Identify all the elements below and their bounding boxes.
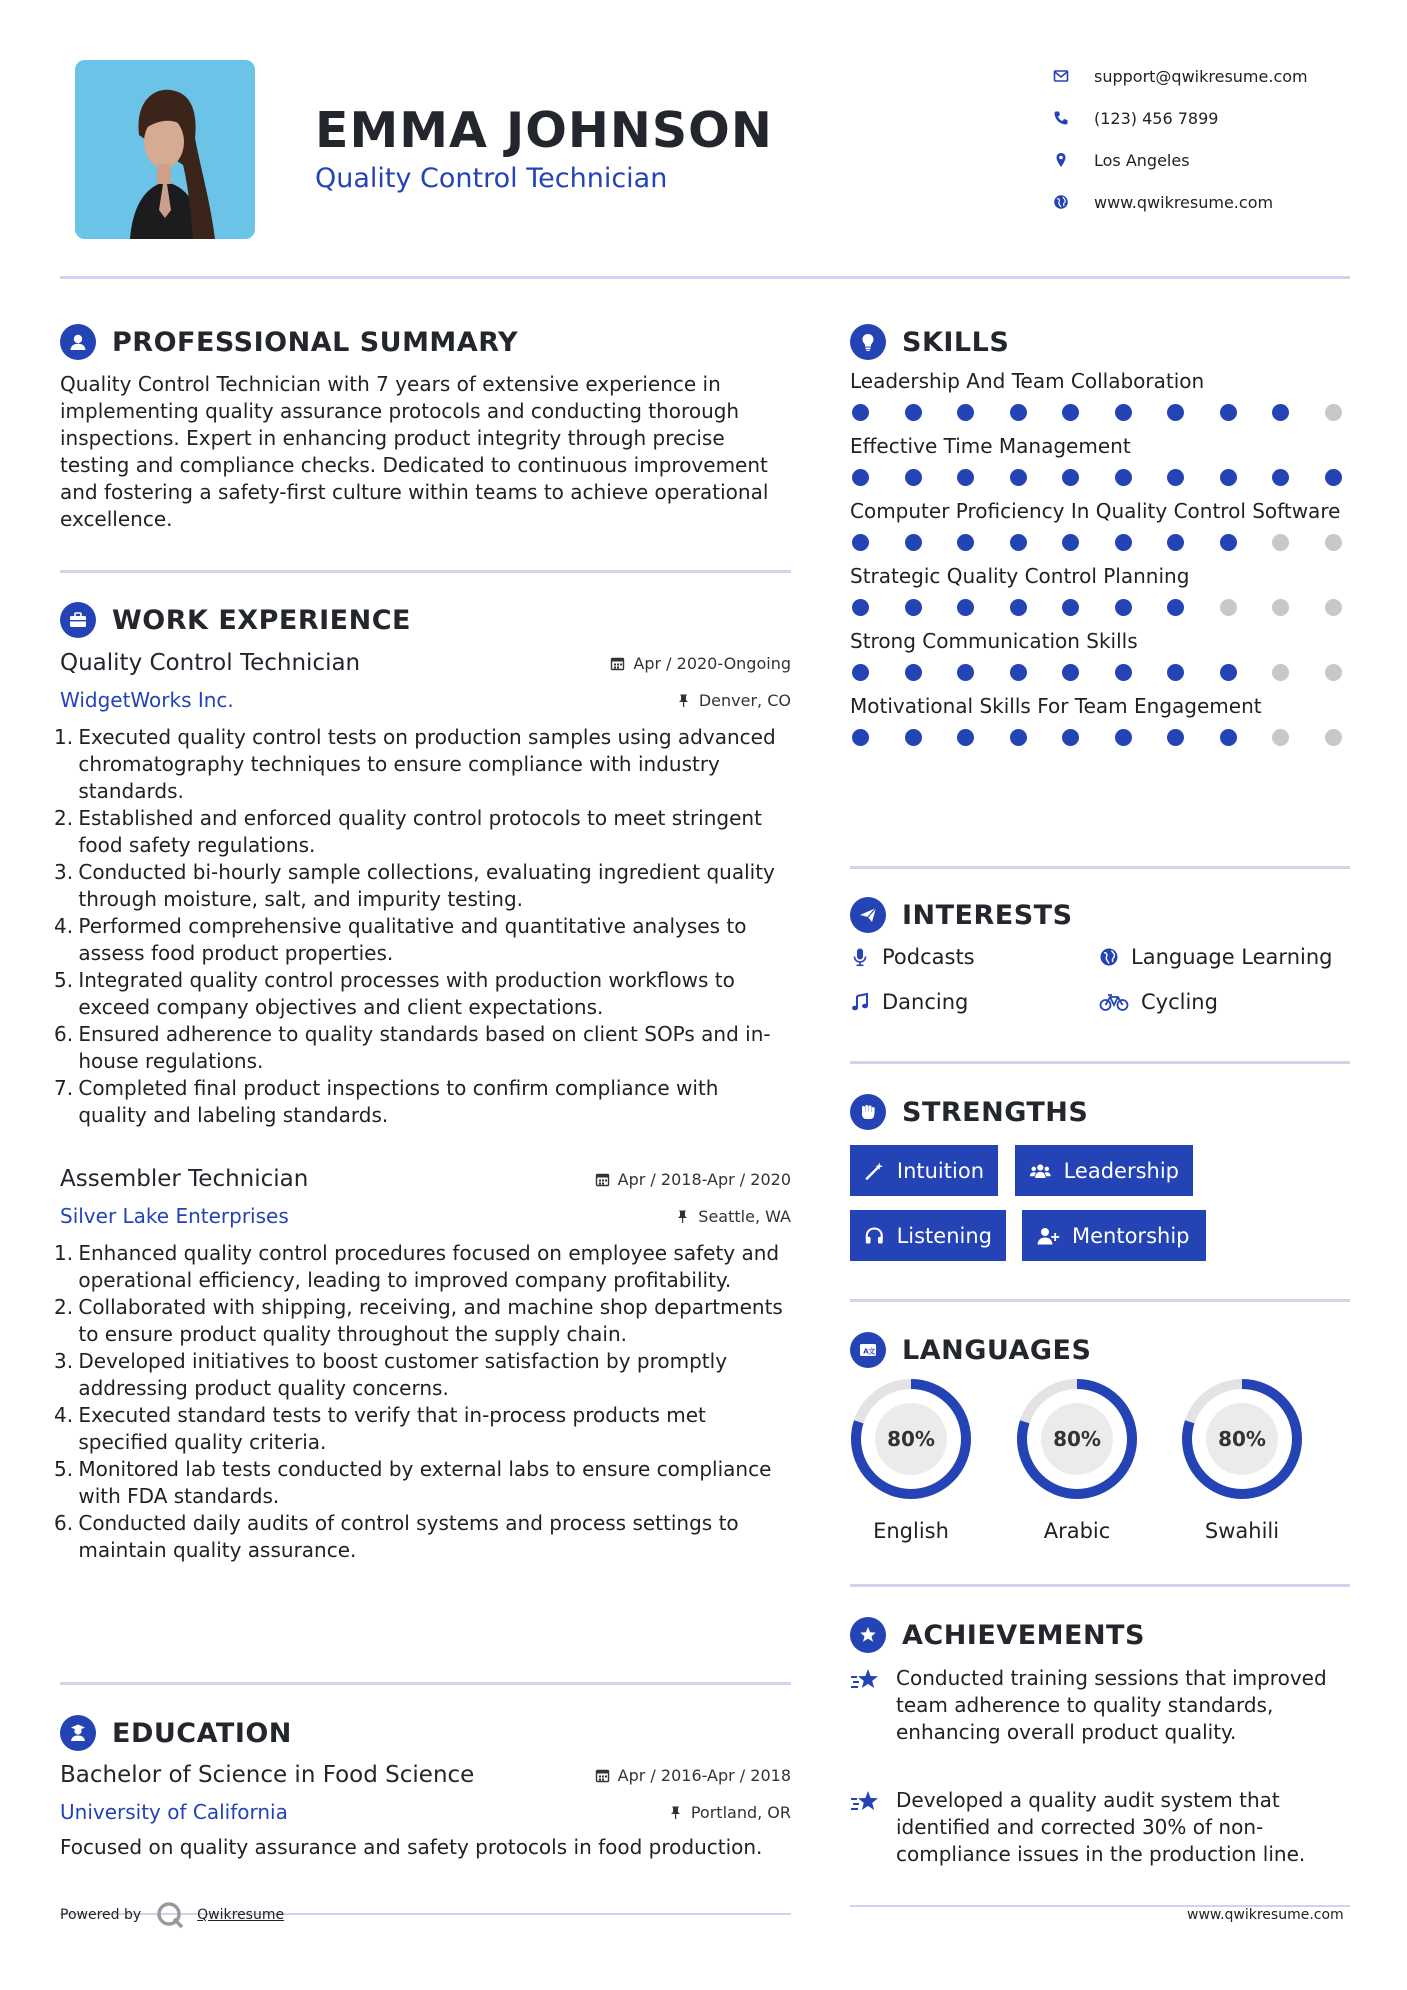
- education-date-text: Apr / 2016-Apr / 2018: [617, 1765, 791, 1785]
- rating-dot-empty: [1325, 534, 1342, 551]
- contact-location: [1050, 139, 1380, 181]
- job-title: Quality Control Technician: [60, 650, 361, 676]
- interests-divider: [850, 1061, 1350, 1064]
- education-description: Focused on quality assurance and safety protocols in food production.: [60, 1835, 763, 1859]
- rating-dot-filled: [1220, 729, 1237, 746]
- list-item: 4. Executed standard tests to verify that in-process products met specified quality criteria.: [54, 1403, 706, 1454]
- rating-dot-filled: [1272, 404, 1289, 421]
- rating-dot-filled: [1115, 599, 1132, 616]
- strength-label: Intuition: [896, 1158, 984, 1183]
- job-location: [676, 691, 791, 710]
- skill-rating: [850, 664, 1342, 681]
- list-item: 2. Established and enforced quality control protocols to meet stringent food safety regulations.: [54, 806, 762, 857]
- rating-dot-filled: [852, 664, 869, 681]
- strength-badge-mentorship: [1022, 1210, 1206, 1261]
- phone-icon: [1050, 107, 1072, 129]
- rating-dot-filled: [905, 599, 922, 616]
- skill-rating: [850, 469, 1342, 486]
- contact-phone-text: (123) 456 7899: [1094, 108, 1219, 128]
- list-item: 7. Completed final product inspections to confirm compliance with quality and labeling standards.: [54, 1076, 719, 1127]
- rating-dot-empty: [1220, 599, 1237, 616]
- interest-label: Language Learning: [1131, 945, 1333, 969]
- language-percent: 80%: [1218, 1427, 1266, 1451]
- summary-text: Quality Control Technician with 7 years of extensive experience in implementing quality assurance protocols and conducting thorough inspections. Expert in enhancing product integrity through precise testing and compliance checks. Dedicated to continuous improvement and fostering a safety-first culture within teams to achieve operational excellence.: [60, 372, 769, 531]
- rating-dot-filled: [1010, 404, 1027, 421]
- interests-heading: [850, 897, 1073, 933]
- rating-dot-empty: [1325, 664, 1342, 681]
- rating-dot-filled: [957, 664, 974, 681]
- achievement-text: Conducted training sessions that improved team adherence to quality standards, enhancing overall product quality.: [896, 1666, 1327, 1744]
- languages-title: LANGUAGES: [902, 1334, 1092, 1366]
- rating-dot-filled: [1220, 534, 1237, 551]
- graduation-icon: [60, 1715, 96, 1751]
- interest-label: Dancing: [882, 990, 969, 1014]
- bicycle-icon: [1099, 992, 1129, 1012]
- job-date-text: Apr / 2018-Apr / 2020: [617, 1169, 791, 1189]
- education-heading: [60, 1715, 292, 1751]
- rating-dot-filled: [1325, 469, 1342, 486]
- footer-url[interactable]: www.qwikresume.com: [1187, 1907, 1344, 1923]
- job-date-text: Apr / 2020-Ongoing: [633, 653, 791, 673]
- interest-item-language-learning: [1099, 945, 1332, 969]
- job-company: Silver Lake Enterprises: [60, 1204, 289, 1228]
- contact-phone[interactable]: [1050, 97, 1380, 139]
- header-divider: [60, 276, 1350, 279]
- language-item-arabic: [1015, 1377, 1139, 1543]
- education-date: [595, 1766, 791, 1785]
- strength-label: Mentorship: [1072, 1223, 1190, 1248]
- skills-list: [850, 368, 1350, 758]
- language-icon: [850, 1332, 886, 1368]
- skill-rating: [850, 404, 1342, 421]
- job-title: Assembler Technician: [60, 1166, 309, 1192]
- rating-dot-filled: [957, 469, 974, 486]
- achievement-item: [850, 1787, 1350, 1868]
- rating-dot-filled: [1272, 469, 1289, 486]
- rating-dot-filled: [1167, 469, 1184, 486]
- rating-dot-filled: [1010, 534, 1027, 551]
- skill-rating: [850, 599, 1342, 616]
- rating-dot-empty: [1325, 599, 1342, 616]
- job-company: WidgetWorks Inc.: [60, 688, 234, 712]
- rating-dot-filled: [957, 729, 974, 746]
- job-bullets: [54, 1240, 791, 1564]
- interest-label: Podcasts: [882, 945, 975, 969]
- strengths-divider: [850, 1299, 1350, 1302]
- language-name: Swahili: [1204, 1519, 1280, 1543]
- rating-dot-filled: [1062, 599, 1079, 616]
- language-percent: 80%: [1053, 1427, 1101, 1451]
- rating-dot-filled: [1167, 534, 1184, 551]
- strength-label: Listening: [896, 1223, 992, 1248]
- globe-icon: [1050, 191, 1072, 213]
- list-item: 6. Ensured adherence to quality standards based on client SOPs and in-house regulations.: [54, 1022, 771, 1073]
- rating-dot-filled: [957, 404, 974, 421]
- pushpin-icon: [675, 1209, 690, 1224]
- list-item: 1. Executed quality control tests on production samples using advanced chromatography techniques to ensure compliance with industry standards.: [54, 725, 776, 803]
- svg-text:文: 文: [868, 1347, 876, 1356]
- rating-dot-empty: [1325, 729, 1342, 746]
- rating-dot-filled: [852, 729, 869, 746]
- rating-dot-filled: [1062, 729, 1079, 746]
- rating-dot-filled: [905, 469, 922, 486]
- rating-dot-filled: [852, 469, 869, 486]
- footer-powered-by: Powered by: [60, 1907, 142, 1923]
- job-entry: [54, 650, 791, 1129]
- language-item-english: [849, 1377, 973, 1543]
- rating-dot-filled: [1167, 729, 1184, 746]
- job-date: [595, 1170, 791, 1189]
- rating-dot-filled: [1115, 469, 1132, 486]
- contact-website[interactable]: [1050, 181, 1380, 223]
- interests-title: INTERESTS: [902, 899, 1073, 931]
- skill-name: Computer Proficiency In Quality Control Software: [850, 499, 1341, 523]
- footer-credit: [60, 1900, 284, 1930]
- candidate-role: Quality Control Technician: [315, 163, 668, 194]
- magic-wand-icon: [864, 1160, 885, 1182]
- list-item: 3. Conducted bi-hourly sample collections, evaluating ingredient quality through moisture, salt, and impurity testing.: [54, 860, 775, 911]
- user-plus-icon: [1036, 1225, 1060, 1247]
- rating-dot-filled: [1220, 404, 1237, 421]
- users-icon: [1029, 1160, 1052, 1182]
- skill-name: Leadership And Team Collaboration: [850, 369, 1205, 393]
- email-icon: [1050, 65, 1072, 87]
- list-item: 4. Performed comprehensive qualitative and quantitative analyses to assess food product properties.: [54, 914, 747, 965]
- list-item: 3. Developed initiatives to boost customer satisfaction by promptly addressing product quality concerns.: [54, 1349, 728, 1400]
- pushpin-icon: [676, 693, 691, 708]
- list-item: 5. Monitored lab tests conducted by external labs to ensure compliance with FDA standards.: [54, 1457, 772, 1508]
- contact-email-text: support@qwikresume.com: [1094, 66, 1308, 86]
- skill-name: Effective Time Management: [850, 434, 1131, 458]
- language-progress-ring: [1180, 1377, 1304, 1501]
- rating-dot-filled: [1062, 469, 1079, 486]
- rating-dot-filled: [1167, 404, 1184, 421]
- interest-item-dancing: [850, 990, 968, 1014]
- language-item-swahili: [1180, 1377, 1304, 1543]
- language-progress-ring: [1015, 1377, 1139, 1501]
- star-icon: [850, 1667, 882, 1695]
- contact-email[interactable]: [1050, 55, 1380, 97]
- school-name: University of California: [60, 1800, 288, 1824]
- languages-heading: [850, 1332, 1091, 1368]
- list-item: 1. Enhanced quality control procedures focused on employee safety and operational efficiency, leading to improved company profitability.: [54, 1241, 780, 1292]
- work-heading: [60, 602, 411, 638]
- candidate-name: EMMA JOHNSON: [315, 102, 773, 159]
- job-entry: [54, 1166, 791, 1564]
- rating-dot-empty: [1272, 664, 1289, 681]
- job-date: [610, 654, 791, 673]
- interest-item-podcasts: [850, 945, 975, 969]
- contact-website-text: www.qwikresume.com: [1094, 192, 1274, 212]
- education-location-text: Portland, OR: [690, 1802, 791, 1822]
- summary-divider: [60, 570, 791, 573]
- rating-dot-filled: [905, 404, 922, 421]
- summary-title: PROFESSIONAL SUMMARY: [112, 326, 519, 358]
- svg-text:A: A: [863, 1347, 869, 1356]
- pushpin-icon: [668, 1805, 683, 1820]
- globe-icon: [1099, 947, 1119, 967]
- rating-dot-empty: [1272, 729, 1289, 746]
- qwikresume-logo-icon: [155, 1900, 185, 1930]
- job-location: [675, 1207, 791, 1226]
- rating-dot-filled: [1115, 664, 1132, 681]
- summary-heading: [60, 324, 518, 360]
- work-divider: [60, 1682, 791, 1685]
- achievements-title: ACHIEVEMENTS: [902, 1619, 1145, 1651]
- rating-dot-filled: [1167, 664, 1184, 681]
- briefcase-icon: [60, 602, 96, 638]
- interest-label: Cycling: [1141, 990, 1218, 1014]
- rating-dot-filled: [957, 599, 974, 616]
- headphones-icon: [864, 1225, 885, 1247]
- rating-dot-filled: [852, 534, 869, 551]
- fist-icon: [850, 1094, 886, 1130]
- job-location-text: Denver, CO: [698, 690, 791, 710]
- location-pin-icon: [1050, 149, 1072, 171]
- language-name: English: [873, 1519, 949, 1543]
- rating-dot-filled: [1220, 664, 1237, 681]
- work-title: WORK EXPERIENCE: [112, 604, 411, 636]
- skills-heading: [850, 324, 1009, 360]
- calendar-icon: [610, 656, 625, 671]
- language-percent: 80%: [887, 1427, 935, 1451]
- strengths-title: STRENGTHS: [902, 1096, 1089, 1128]
- rating-dot-filled: [1062, 404, 1079, 421]
- rating-dot-filled: [905, 729, 922, 746]
- rating-dot-empty: [1272, 599, 1289, 616]
- language-progress-ring: [849, 1377, 973, 1501]
- rating-dot-filled: [1115, 729, 1132, 746]
- rating-dot-empty: [1325, 404, 1342, 421]
- lightbulb-icon: [850, 324, 886, 360]
- strengths-heading: [850, 1094, 1088, 1130]
- education-location: [668, 1803, 791, 1822]
- achievements-heading: [850, 1617, 1145, 1653]
- strength-badge-listening: [850, 1210, 1006, 1261]
- education-entry: [60, 1762, 791, 1861]
- achievement-text: Developed a quality audit system that identified and corrected 30% of non-compliance issues in the production line.: [896, 1788, 1306, 1866]
- skill-rating: [850, 534, 1342, 551]
- skill-rating: [850, 729, 1342, 746]
- skill-name: Motivational Skills For Team Engagement: [850, 694, 1262, 718]
- rating-dot-filled: [852, 599, 869, 616]
- strength-badge-leadership: [1015, 1145, 1193, 1196]
- strength-badge-intuition: [850, 1145, 998, 1196]
- footer-brand-link[interactable]: Qwikresume: [197, 1907, 285, 1923]
- list-item: 5. Integrated quality control processes with production workflows to exceed company objectives and client expectations.: [54, 968, 735, 1019]
- contact-list: [1050, 55, 1380, 223]
- achievement-item: [850, 1665, 1350, 1746]
- star-icon: [850, 1789, 882, 1817]
- rating-dot-empty: [1272, 534, 1289, 551]
- rating-dot-filled: [1062, 664, 1079, 681]
- rating-dot-filled: [1115, 404, 1132, 421]
- paper-plane-icon: [850, 897, 886, 933]
- rating-dot-filled: [1010, 729, 1027, 746]
- skills-divider: [850, 866, 1350, 869]
- skill-name: Strategic Quality Control Planning: [850, 564, 1190, 588]
- degree-title: Bachelor of Science in Food Science: [60, 1762, 475, 1788]
- user-icon: [60, 324, 96, 360]
- rating-dot-filled: [852, 404, 869, 421]
- strength-label: Leadership: [1063, 1158, 1179, 1183]
- music-note-icon: [850, 992, 870, 1012]
- rating-dot-filled: [1062, 534, 1079, 551]
- languages-divider: [850, 1584, 1350, 1587]
- calendar-icon: [595, 1172, 610, 1187]
- star-badge-icon: [850, 1617, 886, 1653]
- rating-dot-filled: [1167, 599, 1184, 616]
- calendar-icon: [595, 1768, 610, 1783]
- rating-dot-filled: [1220, 469, 1237, 486]
- contact-location-text: Los Angeles: [1094, 150, 1190, 170]
- rating-dot-filled: [1010, 469, 1027, 486]
- rating-dot-filled: [1115, 534, 1132, 551]
- interest-item-cycling: [1099, 990, 1218, 1014]
- rating-dot-filled: [1010, 599, 1027, 616]
- list-item: 6. Conducted daily audits of control systems and process settings to maintain quality assurance.: [54, 1511, 739, 1562]
- skill-name: Strong Communication Skills: [850, 629, 1138, 653]
- profile-photo: [75, 60, 255, 239]
- microphone-icon: [850, 947, 870, 967]
- rating-dot-filled: [905, 534, 922, 551]
- job-location-text: Seattle, WA: [698, 1206, 791, 1226]
- skills-title: SKILLS: [902, 326, 1010, 358]
- language-name: Arabic: [1043, 1519, 1111, 1543]
- education-title: EDUCATION: [112, 1717, 292, 1749]
- rating-dot-filled: [957, 534, 974, 551]
- rating-dot-filled: [905, 664, 922, 681]
- rating-dot-filled: [1010, 664, 1027, 681]
- job-bullets: [54, 724, 791, 1129]
- list-item: 2. Collaborated with shipping, receiving, and machine shop departments to ensure product quality throughout the supply chain.: [54, 1295, 783, 1346]
